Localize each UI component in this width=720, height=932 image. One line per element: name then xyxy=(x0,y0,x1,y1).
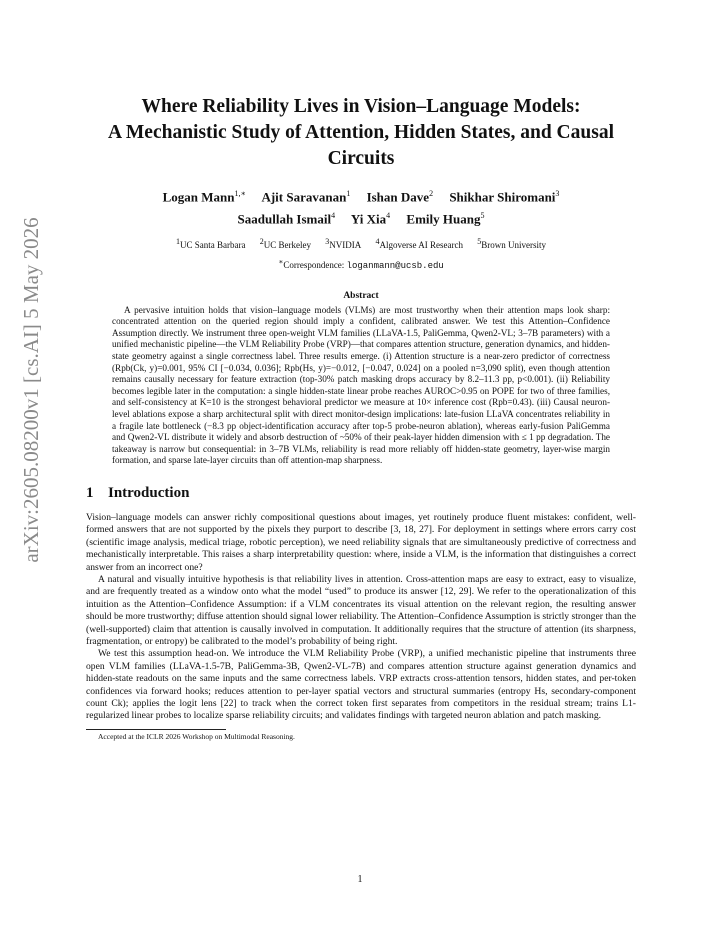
footnote-divider xyxy=(86,729,226,730)
author-affil-mark: 5 xyxy=(480,211,485,221)
affil-name: NVIDIA xyxy=(329,239,362,250)
title-line-1: Where Reliability Lives in Vision–Language Models: xyxy=(141,96,581,117)
footnote: Accepted at the ICLR 2026 Workshop on Multimodal Reasoning. xyxy=(98,731,295,741)
author-name: Shikhar Shiromani xyxy=(449,189,556,205)
author-name: Emily Huang xyxy=(406,211,481,227)
author-list xyxy=(86,184,636,229)
affil-number: 3 xyxy=(325,236,330,246)
title-line-2: A Mechanistic Study of Attention, Hidden States, and Causal xyxy=(108,122,614,143)
paper-page xyxy=(86,94,636,742)
corr-mark: ∗ xyxy=(278,256,284,266)
corr-email-link[interactable]: loganmann@ucsb.edu xyxy=(346,260,444,271)
author-name: Yi Xia xyxy=(350,211,387,227)
author-affil-mark: 1 xyxy=(346,189,351,198)
affil-name: UC Berkeley xyxy=(263,239,311,250)
arxiv-stamp-svg xyxy=(8,110,56,670)
author-name: Ishan Dave xyxy=(366,189,430,205)
corr-label: Correspondence: xyxy=(283,259,347,270)
paper-title xyxy=(86,94,636,172)
affil-name: Algoverse AI Research xyxy=(379,239,463,250)
affil-number: 4 xyxy=(375,236,380,246)
author-affil-mark: 4 xyxy=(386,211,391,221)
paragraph: A natural and visually intuitive hypothesis is that reliability lives in attention. Cross-attention maps are easy to extract, easy to visualize, and are frequently treated as a window onto what the model “used” to produce its answer [12, 29]. We refer to the operationalization of this intuition as the Attention–Confidence Assumption: if a VLM concentrates its visual attention on the relevant region, the resulting answer should be more trustworthy; diffuse attention should signal lower reliability. The Attention–Confidence Assumption is strictly stronger than the (well-supported) claim that attention is causally involved in computation. It additionally requires that the structure of attention (its sharpness, fragmentation, or entropy) be calibrated to the model’s probability of being right. xyxy=(86,574,636,648)
affil-number: 1 xyxy=(176,236,181,246)
author-affil-mark: 1,∗ xyxy=(234,189,246,198)
introduction-body xyxy=(86,512,636,723)
arxiv-stamp-text: arXiv:2605.08200v1 [cs.AI] 5 May 2026 xyxy=(19,217,43,563)
title-line-3: Circuits xyxy=(327,148,395,169)
affil-name: Brown University xyxy=(481,239,546,250)
author-name: Ajit Saravanan xyxy=(261,189,347,205)
section-number: 1 xyxy=(86,484,94,501)
correspondence xyxy=(86,255,636,273)
arxiv-side-stamp xyxy=(8,110,56,670)
abstract-text: A pervasive intuition holds that vision–language models (VLMs) are most trustworthy when their attention maps look sharp: concentrated attention on the queried region should imply a confident, calibrated answer. We test this Attention–Confidence Assumption directly. We instrument three open-weight VLM families (LLaVA-1.5, PaliGemma, Qwen2-VL; 3–7B parameters) with a unified mechanistic pipeline—the VLM Reliability Probe (VRP)—that compares attention structure, generation dynamics, and hidden-state geometry against a single correctness label. Three results emerge. (i) Attention structure is a near-zero predictor of correctness (Rpb(Ck, y)=0.001, 95% CI [−0.034, 0.036]; Rpb(Hs, y)=−0.012, [−0.047, 0.024] on a pooled n=3,090 split), even though attention remains causally necessary for feature extraction (top-30% patch masking drops accuracy by 8.2–11.3 pp, p<0.001). (ii) Reliability becomes legible later in the computation: a single hidden-state linear probe reaches AUROC>0.95 on POPE for two of three families, and self-consistency at K=10 is the strongest behavioral predictor we measure at 10× inference cost (Rpb=0.43). (iii) Causal neuron-level ablations expose a sharp architectural split with direct monitor-design implications: late-fusion LLaVA concentrates reliability in a fragile late bottleneck (−8.3 pp object-identification accuracy after top-5 probe-neuron ablation), whereas early-fusion PaliGemma and Qwen2-VL distribute it widely and absorb destruction of ~50% of their peak-layer hidden dimension with ≤ 1 pp degradation. The takeaway is narrow but consequential: in 3–7B VLMs, reliability is read more reliably off hidden-state geometry, layer-wise margin formation, and sparse late-layer circuits than off attention-map sharpness. xyxy=(112,304,610,466)
page-number: 1 xyxy=(357,874,363,885)
abstract-heading: Abstract xyxy=(343,290,379,301)
section-title: Introduction xyxy=(108,484,190,501)
abstract xyxy=(112,305,610,467)
paragraph: Vision–language models can answer richly compositional questions about images, yet routinely produce fluent mistakes: confident, well-formed answers that are not supported by the pixels they purport to describe [3, 18, 27]. For deployment in settings where errors carry cost (scientific image analysis, medical triage, robotic perception), we need reliability signals that are simultaneously predictive of correctness and mechanistically interpretable. This raises a sharp interpretability question: where, inside a VLM, is the information that distinguishes a correct answer from an incorrect one? xyxy=(86,511,636,573)
section-heading xyxy=(86,485,636,502)
author-affil-mark: 3 xyxy=(555,189,560,198)
affil-name: UC Santa Barbara xyxy=(180,239,246,250)
author-name: Saadullah Ismail xyxy=(237,211,332,227)
paragraph: We test this assumption head-on. We introduce the VLM Reliability Probe (VRP), a unified mechanistic pipeline that instruments three open VLM families (LLaVA-1.5-7B, PaliGemma-3B, Qwen2-VL-7B) and compares attention structure against generation dynamics and hidden-state readouts on the same inputs and the same correctness labels. VRP extracts cross-attention tensors, hidden states, and per-token confidences via forward hooks; reduces attention to per-layer spatial vectors and structural summaries (entropy Hs, secondary-component count Ck); applies the logit lens [22] to track when the correct token first separates from competitors in the residual stream; trains L1-regularized linear probes to localize sparse reliability circuits; and validates findings with targeted neuron ablation and patch masking. xyxy=(86,648,636,722)
author-affil-mark: 2 xyxy=(429,189,434,198)
affiliations xyxy=(86,235,636,252)
affil-number: 5 xyxy=(477,236,482,246)
affil-number: 2 xyxy=(259,236,264,246)
author-affil-mark: 4 xyxy=(331,211,336,221)
author-name: Logan Mann xyxy=(162,189,235,205)
